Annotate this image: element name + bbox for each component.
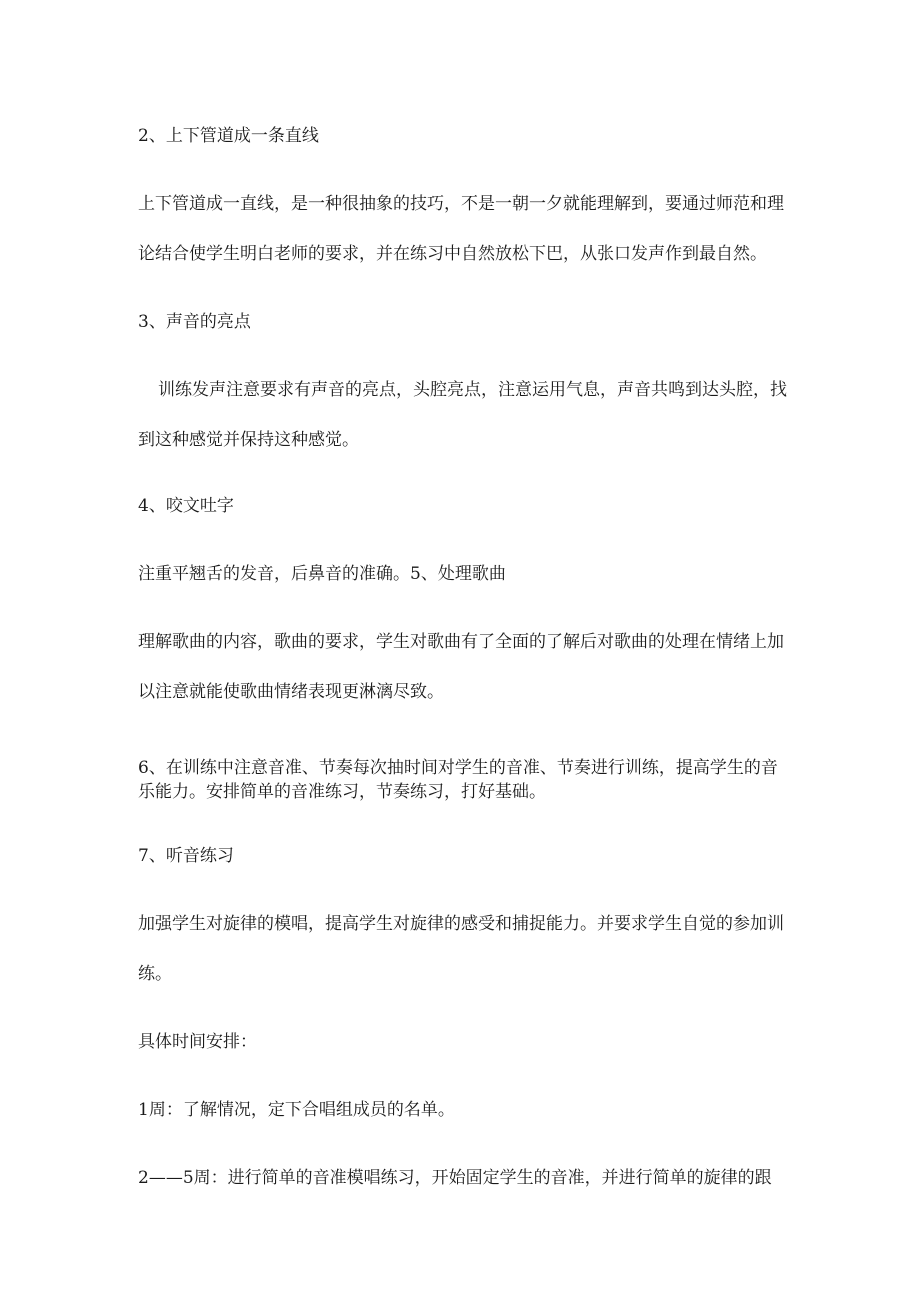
heading-schedule: 具体时间安排： [138,1032,257,1052]
paragraph-highlight-line-2: 到这种感觉并保持这种感觉。 [138,430,359,450]
heading-pipeline-straight: 2、上下管道成一条直线 [138,126,319,146]
schedule-week-2-5: 2——5周：进行简单的音准模唱练习，开始固定学生的音准，并进行简单的旋律的跟 [138,1168,772,1188]
paragraph-articulation: 注重平翘舌的发音，后鼻音的准确。5、处理歌曲 [138,564,506,584]
schedule-week-1: 1周：了解情况，定下合唱组成员的名单。 [138,1100,455,1120]
heading-articulation: 4、咬文吐字 [138,496,234,516]
heading-listening: 7、听音练习 [138,846,234,866]
paragraph-highlight-line-1: 训练发声注意要求有声音的亮点，头腔亮点，注意运用气息，声音共鸣到达头腔，找 [158,380,787,400]
paragraph-pipeline-line-1: 上下管道成一直线，是一种很抽象的技巧，不是一朝一夕就能理解到，要通过师范和理 [138,194,784,214]
paragraph-song-line-2: 以注意就能使歌曲情绪表现更淋漓尽致。 [138,682,444,702]
paragraph-listening-line-2: 练。 [138,964,172,984]
paragraph-listening-line-1: 加强学生对旋律的模唱，提高学生对旋律的感受和捕捉能力。并要求学生自觉的参加训 [138,914,784,934]
paragraph-pipeline-line-2: 论结合使学生明白老师的要求，并在练习中自然放松下巴，从张口发声作到最自然。 [138,244,767,264]
paragraph-song-line-1: 理解歌曲的内容，歌曲的要求，学生对歌曲有了全面的了解后对歌曲的处理在情绪上加 [138,632,784,652]
paragraph-training-line-2: 乐能力。安排简单的音准练习，节奏练习，打好基础。 [138,782,546,802]
paragraph-training-line-1: 6、在训练中注意音准、节奏每次抽时间对学生的音准、节奏进行训练，提高学生的音 [138,758,778,778]
heading-voice-highlight: 3、声音的亮点 [138,312,251,332]
